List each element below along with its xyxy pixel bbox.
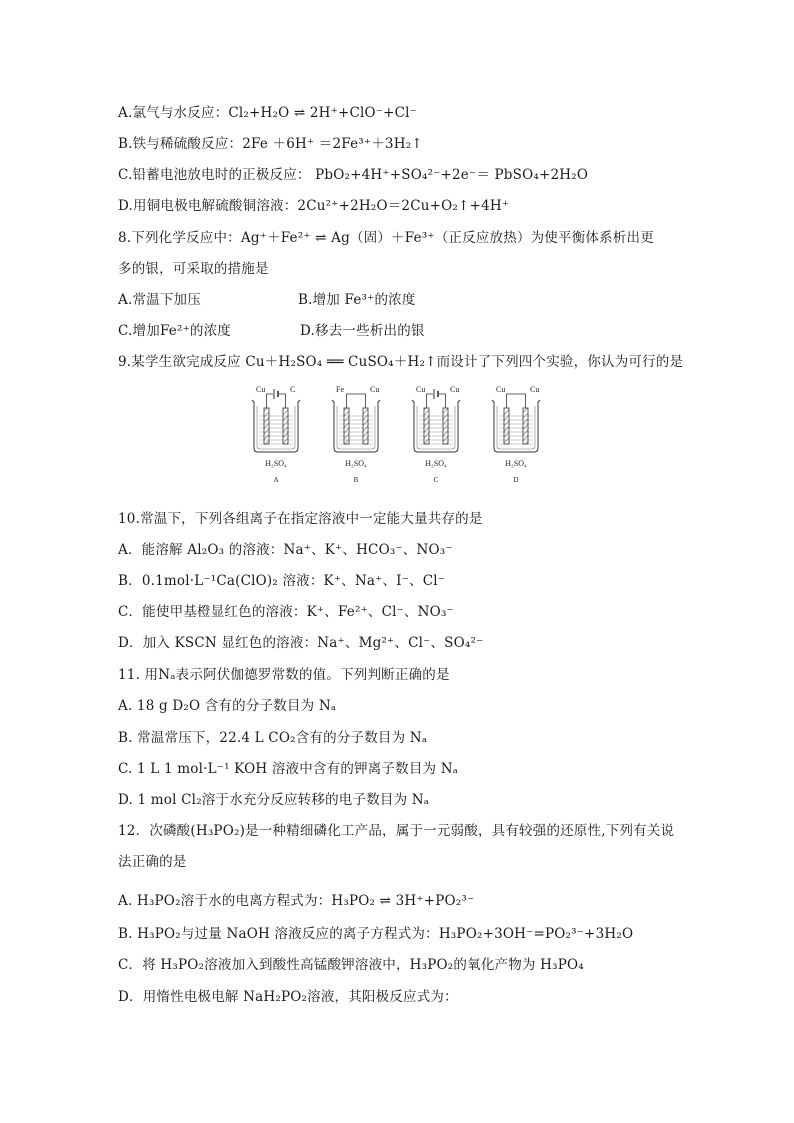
solution-label: H₂SO₄ — [505, 459, 527, 468]
right-electrode — [523, 408, 528, 444]
left-electrode — [424, 408, 429, 444]
q11-option-b: B. 常温常压下，22.4 L CO₂含有的分子数目为 Nₐ — [118, 730, 428, 746]
left-electrode-label: Cu — [416, 386, 426, 394]
right-electrode — [443, 408, 448, 444]
left-electrode — [344, 408, 349, 444]
q12-option-d: D．用惰性电极电解 NaH₂PO₂溶液，其阳极反应式为： — [118, 989, 458, 1005]
q8-option-c: C.增加Fe²⁺的浓度 — [118, 323, 231, 339]
q12-option-a: A. H₃PO₂溶于水的电离方程式为：H₃PO₂ ⇌ 3H⁺+PO₂³⁻ — [118, 893, 475, 909]
cell-letter-label: A — [273, 476, 279, 484]
q11-stem: 11. 用Nₐ表示阿伏伽德罗常数的值。下列判断正确的是 — [118, 667, 450, 683]
cell-c — [412, 386, 460, 484]
solution-label: H₂SO₄ — [345, 459, 367, 468]
q8-stem-line2: 多的银，可采取的措施是 — [118, 261, 269, 277]
q10-stem: 10.常温下，下列各组离子在指定溶液中一定能大量共存的是 — [118, 511, 483, 527]
solution-label: H₂SO₄ — [265, 459, 287, 468]
q9-stem: 9.某学生欲完成反应 Cu＋H₂SO₄ ══ CuSO₄＋H₂↑而设计了下列四个实验，你认为可行的是 — [118, 354, 684, 370]
cell-letter-label: D — [513, 476, 519, 484]
q12-option-b: B. H₃PO₂与过量 NaOH 溶液反应的离子方程式为：H₃PO₂+3OH⁻=PO₂³⁻+3H₂O — [118, 926, 634, 942]
cell-a — [252, 386, 300, 484]
cell-d — [492, 386, 540, 484]
q10-option-c: C．能使甲基橙显红色的溶液：K⁺、Fe²⁺、Cl⁻、NO₃⁻ — [118, 604, 454, 620]
q12-stem-line1: 12．次磷酸(H₃PO₂)是一种精细磷化工产品，属于一元弱酸，具有较强的还原性,下列有关说 — [118, 823, 675, 839]
q7-option-c: C.铅蓄电池放电时的正极反应： PbO₂+4H⁺+SO₄²⁻+2e⁻＝ PbSO₄+2H₂O — [118, 167, 589, 183]
right-electrode — [283, 408, 288, 444]
solution-label: H₂SO₄ — [425, 459, 447, 468]
left-electrode — [264, 408, 269, 444]
q7-option-b: B.铁与稀硫酸反应：2Fe ＋6H⁺ ＝2Fe³⁺＋3H₂↑ — [118, 136, 423, 152]
q8-stem-line1: 8.下列化学反应中：Ag⁺＋Fe²⁺ ⇌ Ag（固）＋Fe³⁺（正反应放热）为使平衡体系析出更 — [118, 230, 654, 246]
q8-option-a: A.常温下加压 — [118, 292, 201, 308]
q10-option-a: A．能溶解 Al₂O₃ 的溶液：Na⁺、K⁺、HCO₃⁻、NO₃⁻ — [118, 542, 453, 558]
left-electrode-label: Cu — [496, 386, 506, 394]
left-electrode-label: Fe — [336, 386, 344, 394]
right-electrode-label: C — [290, 386, 296, 394]
q11-option-c: C. 1 L 1 mol·L⁻¹ KOH 溶液中含有的钾离子数目为 Nₐ — [118, 761, 459, 777]
q7-option-a: A.氯气与水反应：Cl₂+H₂O ⇌ 2H⁺+ClO⁻+Cl⁻ — [118, 105, 417, 121]
q11-option-a: A. 18 g D₂O 含有的分子数目为 Nₐ — [118, 698, 337, 714]
q12-stem-line2: 法正确的是 — [118, 854, 187, 870]
q11-option-d: D. 1 mol Cl₂溶于水充分反应转移的电子数目为 Nₐ — [118, 792, 430, 808]
q8-option-b: B.增加 Fe³⁺的浓度 — [298, 292, 416, 308]
q8-option-d: D.移去一些析出的银 — [300, 323, 425, 339]
right-electrode-label: Cu — [530, 386, 540, 394]
cell-b — [332, 386, 380, 484]
left-electrode — [504, 408, 509, 444]
cell-letter-label: C — [433, 476, 439, 484]
right-electrode — [363, 408, 368, 444]
right-electrode-label: Cu — [370, 386, 380, 394]
cell-letter-label: B — [353, 476, 359, 484]
q10-option-d: D．加入 KSCN 显红色的溶液：Na⁺、Mg²⁺、Cl⁻、SO₄²⁻ — [118, 635, 484, 651]
electrolysis-cells-figure — [238, 386, 548, 496]
q10-option-b: B．0.1mol·L⁻¹Ca(ClO)₂ 溶液：K⁺、Na⁺、I⁻、Cl⁻ — [118, 573, 446, 589]
q7-option-d: D.用铜电极电解硫酸铜溶液：2Cu²⁺+2H₂O＝2Cu+O₂↑+4H⁺ — [118, 198, 510, 214]
q12-option-c: C．将 H₃PO₂溶液加入到酸性高锰酸钾溶液中，H₃PO₂的氧化产物为 H₃PO₄ — [118, 957, 584, 973]
left-electrode-label: Cu — [256, 386, 266, 394]
right-electrode-label: Cu — [450, 386, 460, 394]
